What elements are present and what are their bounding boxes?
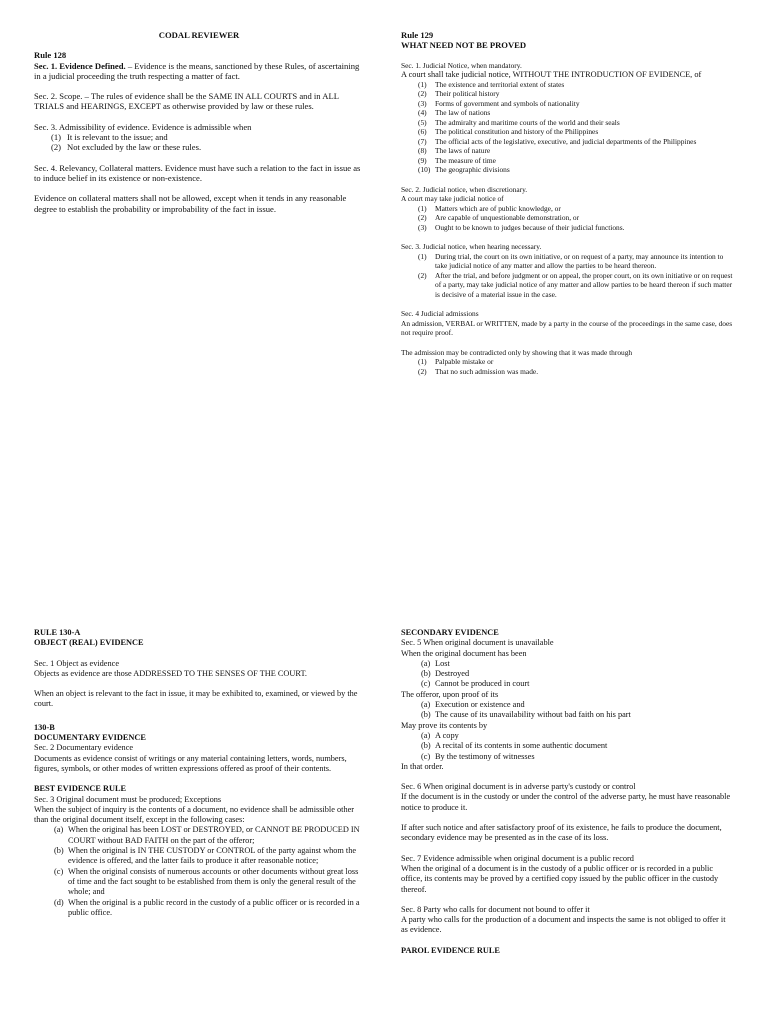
sec8-body: A party who calls for the production of a document and inspects the same is not obliged to offer it as evidence. (401, 915, 726, 935)
rule-128-label: Rule 128 (34, 50, 67, 61)
r130-sec1-body: Objects as evidence are those ADDRESSED TO THE SENSES OF THE COURT. (34, 668, 307, 678)
list-text: When the original has been LOST or DESTROYED, or CANNOT BE PRODUCED IN COURT without BAD FAITH on the part of the offeror; (68, 825, 360, 845)
list-item (401, 752, 733, 762)
list-item (401, 710, 733, 720)
list-item (34, 825, 364, 846)
best-evidence-heading: BEST EVIDENCE RULE (34, 784, 127, 794)
r129-sec2-title: Sec. 2. Judicial notice, when discretionary. (401, 184, 528, 194)
sec6-title: Sec. 6 When original document is in adverse party's custody or control (401, 782, 636, 792)
list-text: The political constitution and history of the Philippines (435, 127, 599, 137)
r129-sec1-intro: A court shall take judicial notice, WITHOUT THE INTRODUCTION OF EVIDENCE, of (401, 70, 702, 80)
secondary-evidence-heading: SECONDARY EVIDENCE (401, 628, 499, 637)
list-text: The existence and territorial extent of states (435, 79, 565, 89)
list-item (401, 223, 733, 233)
sec2-paragraph: Sec. 2. Scope. – The rules of evidence shall be the SAME IN ALL COURTS and in ALL TRIALS and HEARINGS, EXCEPT as otherwise provided by law or these rules. (34, 91, 339, 112)
list-marker: (d) (54, 897, 64, 907)
list-text: Forms of government and symbols of nationality (435, 98, 580, 108)
list-text: The laws of nature (435, 146, 491, 156)
list-text: Palpable mistake or (435, 357, 494, 367)
list-item (401, 165, 733, 175)
r130-sec3-title: Sec. 3 Original document must be produced; Exceptions (34, 794, 222, 804)
list-marker: (3) (418, 222, 427, 232)
list-text: Destroyed (435, 669, 470, 679)
column-rule-129 (401, 30, 733, 376)
r129-sec4-body: An admission, VERBAL or WRITTEN, made by a party in the course of the proceedings in the same case, does not require proof. (401, 318, 733, 338)
list-item (401, 367, 733, 377)
sec7-body: When the original of a document is in the custody of a public officer or is recorded in a public office, its contents may be proved by a certified copy issued by the public officer in the custody thereof. (401, 863, 719, 894)
r130-sec2-title: Sec. 2 Documentary evidence (34, 743, 134, 753)
list-item (401, 108, 733, 118)
list-marker: (9) (418, 155, 427, 165)
list-text: Their political history (435, 89, 500, 99)
sec5-order: In that order. (401, 761, 444, 771)
list-marker: (4) (418, 108, 427, 118)
list-text: Lost (435, 658, 450, 668)
list-text: The law of nations (435, 108, 491, 118)
list-item (401, 679, 733, 689)
list-item (401, 137, 733, 147)
list-text: During trial, the court on its own initiative, or on request of a party, may announce its intention to take judicial notice of any matter and allow the parties to be heard thereon. (435, 251, 724, 271)
list-marker: (3) (418, 98, 427, 108)
r130-sec3-list (34, 825, 364, 918)
list-marker: (a) (54, 825, 64, 835)
list-text: After the trial, and before judgment or on appeal, the proper court, on its own initiative or on request of a party, may take judicial notice of any matter and allow parties to be heard thereon if such matter is decisive of a material issue in the case. (435, 270, 733, 299)
list-item (401, 357, 733, 367)
list-item (401, 669, 733, 679)
list-item (34, 142, 364, 152)
r129-sec4-contradict: The admission may be contradicted only by showing that it was made through (401, 347, 633, 357)
list-item (401, 731, 733, 741)
list-item (401, 80, 733, 90)
list-item (401, 156, 733, 166)
list-text: A copy (435, 730, 459, 740)
list-text: Execution or existence and (435, 700, 525, 710)
list-text: That no such admission was made. (435, 366, 539, 376)
list-marker: (2) (418, 270, 427, 280)
list-text: The admiralty and maritime courts of the world and their seals (435, 117, 620, 127)
list-text: The measure of time (435, 155, 496, 165)
collateral-paragraph: Evidence on collateral matters shall not be allowed, except when it tends in any reasonable degree to establish the probability or improbability of the fact in issue. (34, 193, 347, 214)
sec5-list-2 (401, 700, 733, 721)
list-marker: (c) (54, 866, 64, 876)
list-text: The geographic divisions (435, 165, 510, 175)
list-item (401, 213, 733, 223)
list-text: A recital of its contents in some authentic document (435, 741, 608, 751)
list-marker: (1) (418, 203, 427, 213)
list-text: By the testimony of witnesses (435, 751, 535, 761)
r129-sec4-list (401, 357, 733, 376)
column-rule-130 (34, 628, 364, 918)
rule-130b-heading: DOCUMENTARY EVIDENCE (34, 733, 146, 743)
rule-129-heading: WHAT NEED NOT BE PROVED (401, 40, 527, 51)
list-item (34, 898, 364, 919)
list-marker: (2) (418, 366, 427, 376)
list-text: Not excluded by the law or these rules. (67, 142, 202, 153)
r129-sec4-title: Sec. 4 Judicial admissions (401, 309, 479, 319)
r130-sec2-body: Documents as evidence consist of writings or any material containing letters, words, numbers, figures, symbols, or other modes of written expressions offered as proof of their contents. (34, 753, 347, 773)
parol-evidence-heading: PAROL EVIDENCE RULE (401, 945, 500, 955)
sec6-body: If the document is in the custody or under the control of the adverse party, he must have reasonable notice to produce it. (401, 792, 731, 812)
r130-sec1-body2: When an object is relevant to the fact in issue, it may be exhibited to, examined, or viewed by the court. (34, 689, 358, 709)
list-item (401, 89, 733, 99)
r129-sec2-intro: A court may take judicial notice of (401, 194, 504, 204)
sec5-offeror: The offeror, upon proof of its (401, 689, 499, 699)
list-text: When the original is IN THE CUSTODY or CONTROL of the party against whom the evidence is offered, and the latter fails to produce it after reasonable notice; (68, 846, 357, 866)
list-text: Are capable of unquestionable demonstration, or (435, 213, 580, 223)
list-marker: (b) (54, 846, 64, 856)
list-text: When the original is a public record in the custody of a public officer or is recorded in a public office. (68, 897, 360, 917)
list-marker: (1) (51, 132, 62, 143)
sec5-list-3 (401, 731, 733, 762)
sec5-prove: May prove its contents by (401, 720, 488, 730)
list-item (401, 204, 733, 214)
list-item (34, 846, 364, 867)
list-text: Cannot be produced in court (435, 679, 530, 689)
sec5-title: Sec. 5 When original document is unavailable (401, 638, 554, 648)
list-item (34, 867, 364, 898)
list-marker: (1) (418, 251, 427, 261)
list-marker: (7) (418, 136, 427, 146)
page-title: CODAL REVIEWER (158, 30, 240, 40)
list-text: Ought to be known to judges because of their judicial functions. (435, 222, 625, 232)
list-marker: (1) (418, 79, 427, 89)
sec5-intro: When the original document has been (401, 648, 527, 658)
list-item (401, 127, 733, 137)
r129-sec2-list (401, 204, 733, 233)
list-marker: (b) (421, 741, 431, 751)
list-marker: (1) (418, 357, 427, 367)
sec1-heading: Sec. 1. Evidence Defined. (34, 60, 126, 71)
r129-sec1-list (401, 80, 733, 175)
column-secondary-evidence (401, 628, 733, 956)
column-rule-128 (34, 30, 364, 214)
sec3-paragraph: Sec. 3. Admissibility of evidence. Evidence is admissible when (34, 121, 252, 132)
list-marker: (c) (421, 751, 431, 761)
list-marker: (6) (418, 127, 427, 137)
list-item (401, 741, 733, 751)
list-text: When the original consists of numerous accounts or other documents without great loss of time and the fact sought to be established from them is only the general result of the whole; and (68, 866, 359, 897)
rule-129-label: Rule 129 (401, 30, 434, 40)
list-marker: (a) (421, 730, 431, 740)
list-marker: (2) (51, 142, 62, 153)
rule-130a-heading: OBJECT (REAL) EVIDENCE (34, 638, 144, 648)
list-marker: (b) (421, 669, 431, 679)
r129-sec1-title: Sec. 1. Judicial Notice, when mandatory. (401, 60, 522, 70)
list-marker: (a) (421, 658, 431, 668)
list-text: It is relevant to the issue; and (67, 132, 168, 143)
list-marker: (8) (418, 146, 427, 156)
list-marker: (5) (418, 117, 427, 127)
list-marker: (c) (421, 679, 431, 689)
list-item (401, 118, 733, 128)
rule-130a-label: RULE 130-A (34, 628, 81, 637)
sec6-body2: If after such notice and after satisfactory proof of its existence, he fails to produce the document, secondary evidence may be presented as in the case of its loss. (401, 823, 722, 843)
r130-sec3-body: When the subject of inquiry is the contents of a document, no evidence shall be admissible other than the original document itself, except in the following cases: (34, 804, 355, 825)
rule-130b-label: 130-B (34, 722, 55, 732)
sec5-list (401, 659, 733, 690)
sec4-paragraph: Sec. 4. Relevancy, Collateral matters. Evidence must have such a relation to the fact in issue as to induce belief in its existence or non-existence. (34, 162, 361, 183)
list-marker: (b) (421, 710, 431, 720)
list-marker: (2) (418, 89, 427, 99)
list-marker: (2) (418, 213, 427, 223)
sec8-title: Sec. 8 Party who calls for document not bound to offer it (401, 904, 590, 914)
list-marker: (10) (418, 165, 431, 175)
list-item (401, 252, 733, 271)
sec1-paragraph (34, 61, 364, 82)
list-item (34, 132, 364, 142)
r129-sec3-list (401, 252, 733, 300)
list-text: Matters which are of public knowledge, or (435, 203, 561, 213)
r129-sec3-title: Sec. 3. Judicial notice, when hearing necessary. (401, 242, 542, 252)
list-text: The cause of its unavailability without bad faith on his part (435, 710, 631, 720)
sec1-body: – Evidence is the means, sanctioned by these Rules, of ascertaining in a judicial proceeding the truth respecting a matter of fact. (34, 60, 360, 81)
list-item (401, 700, 733, 710)
list-item (401, 146, 733, 156)
sec7-title: Sec. 7 Evidence admissible when original document is a public record (401, 853, 634, 863)
list-text: The official acts of the legislative, executive, and judicial departments of the Philippines (435, 136, 697, 146)
list-item (401, 659, 733, 669)
list-item (401, 99, 733, 109)
list-marker: (a) (421, 700, 431, 710)
list-item (401, 271, 733, 300)
r130-sec1-title: Sec. 1 Object as evidence (34, 658, 120, 668)
sec3-list (34, 132, 364, 153)
